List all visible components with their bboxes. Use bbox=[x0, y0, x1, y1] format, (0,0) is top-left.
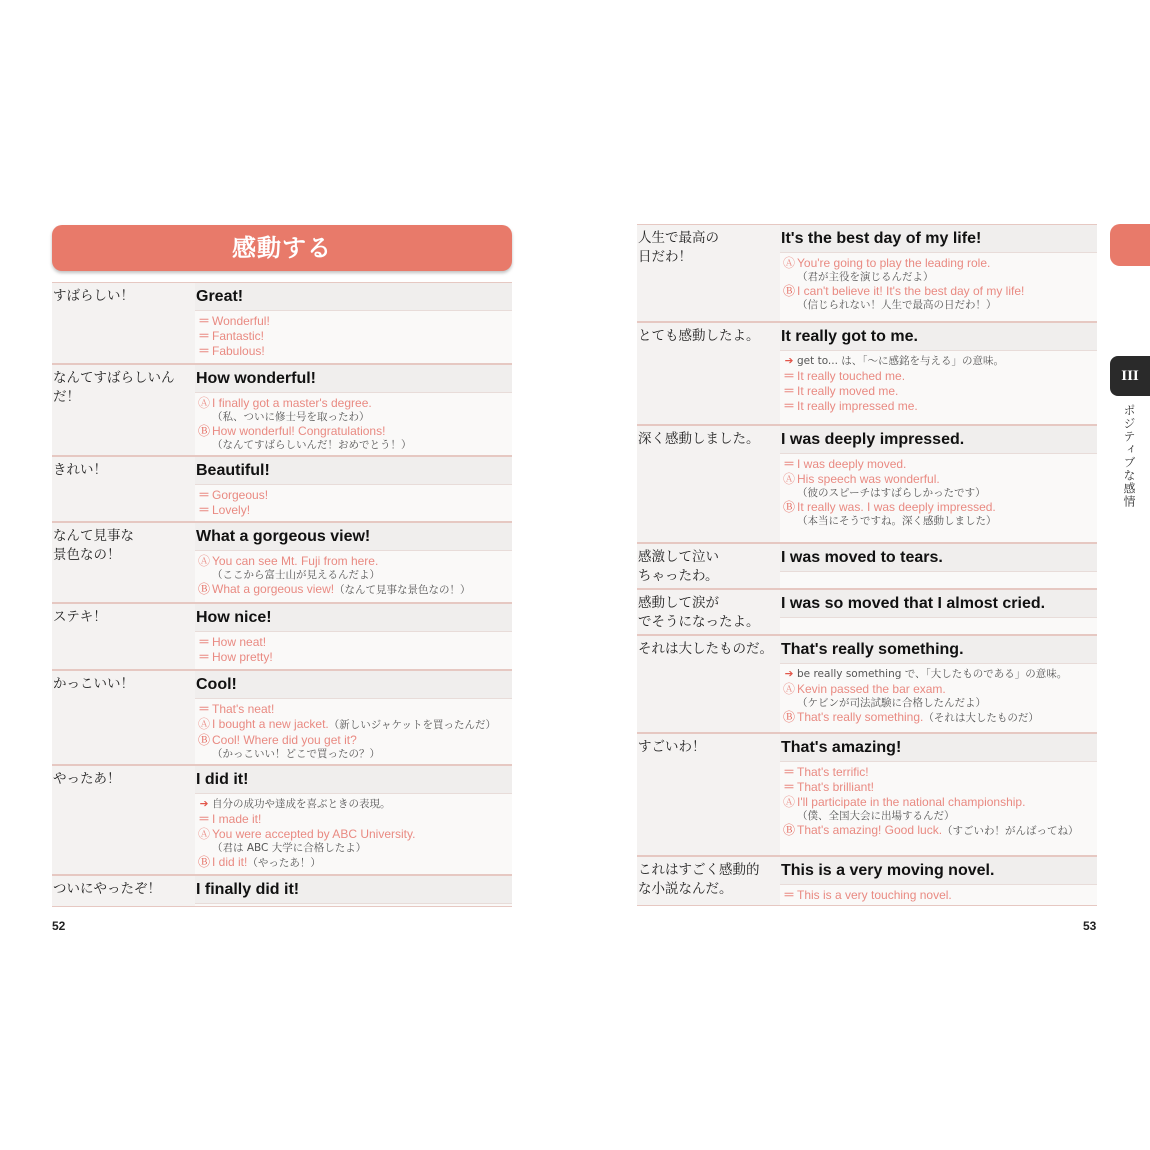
right-page bbox=[575, 0, 1150, 1150]
equals-icon: ＝ bbox=[197, 329, 210, 343]
japanese-phrase: 深く感動しました。 bbox=[638, 431, 760, 447]
example-text: I can't believe it! It's the best day of my life! bbox=[797, 284, 1025, 298]
example-line bbox=[781, 369, 1097, 384]
example-list bbox=[195, 904, 512, 907]
phrase-entry bbox=[637, 635, 1097, 733]
japanese-phrase: なんて見事な 景色なの！ bbox=[53, 528, 134, 563]
phrase-entry bbox=[637, 543, 1097, 589]
speaker-a-icon: Ⓐ bbox=[782, 472, 795, 486]
example-text: be really something で、「大したものである」の意味。 bbox=[797, 668, 1068, 680]
example-list bbox=[195, 311, 512, 359]
speaker-b-icon: Ⓑ bbox=[782, 823, 795, 837]
chapter-title: ポジティブな感情 bbox=[1122, 404, 1136, 508]
english-column bbox=[195, 604, 512, 669]
equals-icon: ＝ bbox=[197, 488, 210, 502]
phrase-entry bbox=[637, 856, 1097, 906]
japanese-phrase: かっこいい！ bbox=[53, 676, 134, 692]
example-line bbox=[196, 503, 512, 518]
japanese-phrase: 人生で最高の 日だわ！ bbox=[638, 230, 719, 265]
english-phrase: I was so moved that I almost cried. bbox=[780, 590, 1097, 618]
example-translation: （なんてすばらしいんだ！おめでとう！） bbox=[212, 439, 412, 451]
arrow-right-icon: ➔ bbox=[784, 668, 794, 680]
example-list bbox=[780, 762, 1097, 839]
example-line bbox=[781, 284, 1097, 299]
phrase-entry bbox=[52, 603, 512, 670]
english-phrase: That's really something. bbox=[780, 636, 1097, 664]
example-line bbox=[781, 500, 1097, 515]
equals-icon: ＝ bbox=[782, 765, 795, 779]
speaker-a-icon: Ⓐ bbox=[782, 256, 795, 270]
example-list bbox=[780, 351, 1097, 414]
speaker-a-icon: Ⓐ bbox=[782, 795, 795, 809]
example-text: You can see Mt. Fuji from here. bbox=[212, 554, 379, 568]
example-list bbox=[195, 699, 512, 761]
example-text: This is a very touching novel. bbox=[797, 888, 952, 902]
english-phrase: What a gorgeous view! bbox=[195, 523, 512, 551]
example-line bbox=[196, 424, 512, 439]
japanese-phrase: ついにやったぞ！ bbox=[53, 881, 161, 897]
example-text: Kevin passed the bar exam. bbox=[797, 682, 946, 696]
example-text: I was deeply moved. bbox=[797, 457, 907, 471]
example-text: That's terrific! bbox=[797, 765, 869, 779]
example-translation: （やったあ！） bbox=[247, 857, 321, 869]
english-column bbox=[780, 426, 1097, 542]
example-text: That's brilliant! bbox=[797, 780, 874, 794]
example-line bbox=[196, 488, 512, 503]
example-text: That's really something. bbox=[797, 710, 924, 724]
english-column bbox=[780, 323, 1097, 424]
example-list bbox=[195, 794, 512, 871]
phrase-entry bbox=[52, 522, 512, 603]
speaker-a-icon: Ⓐ bbox=[782, 682, 795, 696]
example-text: How neat! bbox=[212, 635, 267, 649]
equals-icon: ＝ bbox=[782, 457, 795, 471]
example-line bbox=[196, 635, 512, 650]
example-text: How wonderful! Congratulations! bbox=[212, 424, 386, 438]
english-column bbox=[780, 590, 1097, 634]
example-text: I bought a new jacket. bbox=[212, 717, 329, 731]
example-translation: （ケビンが司法試験に合格したんだよ） bbox=[797, 697, 986, 709]
speaker-a-icon: Ⓐ bbox=[197, 717, 210, 731]
example-text: Fantastic! bbox=[212, 329, 265, 343]
example-line bbox=[196, 650, 512, 665]
example-line bbox=[196, 812, 512, 827]
phrase-entry bbox=[637, 322, 1097, 425]
english-column bbox=[780, 734, 1097, 855]
japanese-phrase: ステキ！ bbox=[53, 609, 107, 625]
japanese-phrase: これはすごく感動的 な小説なんだ。 bbox=[638, 862, 760, 897]
speaker-b-icon: Ⓑ bbox=[197, 733, 210, 747]
phrase-entry bbox=[52, 765, 512, 875]
example-line bbox=[781, 710, 1097, 726]
example-text: I'll participate in the national championship. bbox=[797, 795, 1026, 809]
english-column bbox=[780, 636, 1097, 732]
japanese-phrase: なんてすばらしいん だ！ bbox=[53, 370, 175, 405]
example-line bbox=[781, 823, 1097, 839]
equals-icon: ＝ bbox=[782, 888, 795, 902]
example-translation: （君が主役を演じるんだよ） bbox=[797, 271, 934, 283]
arrow-right-icon: ➔ bbox=[199, 798, 209, 810]
example-list bbox=[780, 618, 1097, 621]
example-line bbox=[781, 682, 1097, 697]
equals-icon: ＝ bbox=[197, 650, 210, 664]
english-column bbox=[195, 457, 512, 521]
equals-icon: ＝ bbox=[782, 780, 795, 794]
example-list bbox=[780, 885, 1097, 903]
english-column bbox=[195, 876, 512, 906]
example-list bbox=[195, 551, 512, 598]
equals-icon: ＝ bbox=[782, 384, 795, 398]
example-line bbox=[196, 396, 512, 411]
example-text: I did it! bbox=[212, 855, 248, 869]
example-translation: （信じられない！人生で最高の日だわ！） bbox=[797, 299, 997, 311]
english-phrase: How nice! bbox=[195, 604, 512, 632]
example-translation: （かっこいい！どこで買ったの？） bbox=[212, 748, 380, 760]
page-number-right: 53 bbox=[1083, 919, 1097, 933]
english-column bbox=[195, 671, 512, 764]
english-column bbox=[780, 544, 1097, 588]
example-line bbox=[196, 733, 512, 748]
phrase-entry bbox=[52, 875, 512, 907]
section-title-banner: 感動する bbox=[52, 225, 512, 271]
phrase-entry bbox=[52, 364, 512, 456]
right-entry-table bbox=[637, 224, 1097, 906]
example-line bbox=[196, 717, 512, 733]
example-list bbox=[195, 632, 512, 665]
phrase-entry bbox=[637, 589, 1097, 635]
example-text: That's amazing! Good luck. bbox=[797, 823, 943, 837]
english-phrase: I finally did it! bbox=[195, 876, 512, 904]
example-translation: （すごいわ！がんばってね） bbox=[942, 825, 1079, 837]
example-translation: （それは大したものだ） bbox=[923, 712, 1039, 724]
japanese-phrase: やったあ！ bbox=[53, 771, 121, 787]
speaker-b-icon: Ⓑ bbox=[782, 500, 795, 514]
example-line bbox=[196, 797, 512, 812]
english-column bbox=[195, 766, 512, 874]
example-translation: （新しいジャケットを買ったんだ） bbox=[328, 719, 497, 731]
page-number-left: 52 bbox=[52, 919, 66, 933]
japanese-phrase: 感激して泣い ちゃったわ。 bbox=[638, 549, 719, 584]
english-column bbox=[780, 857, 1097, 905]
example-list bbox=[780, 253, 1097, 312]
example-text: What a gorgeous view! bbox=[212, 582, 335, 596]
example-list bbox=[780, 454, 1097, 528]
english-phrase: It really got to me. bbox=[780, 323, 1097, 351]
example-line bbox=[781, 354, 1097, 369]
example-line bbox=[196, 855, 512, 871]
example-text: Fabulous! bbox=[212, 344, 265, 358]
example-text: Gorgeous! bbox=[212, 488, 269, 502]
example-text: It really was. I was deeply impressed. bbox=[797, 500, 996, 514]
phrase-entry bbox=[637, 224, 1097, 322]
example-line bbox=[781, 472, 1097, 487]
section-color-tab bbox=[1110, 224, 1150, 266]
example-line bbox=[781, 399, 1097, 414]
japanese-phrase: とても感動したよ。 bbox=[638, 328, 760, 344]
japanese-phrase: すごいわ！ bbox=[638, 739, 706, 755]
equals-icon: ＝ bbox=[197, 344, 210, 358]
example-line bbox=[196, 582, 512, 598]
english-phrase: How wonderful! bbox=[195, 365, 512, 393]
example-text: You were accepted by ABC University. bbox=[212, 827, 416, 841]
speaker-a-icon: Ⓐ bbox=[197, 396, 210, 410]
example-text: I made it! bbox=[212, 812, 262, 826]
english-phrase: I did it! bbox=[195, 766, 512, 794]
speaker-b-icon: Ⓑ bbox=[197, 855, 210, 869]
english-phrase: I was moved to tears. bbox=[780, 544, 1097, 572]
example-translation: （私、ついに修士号を取ったわ） bbox=[212, 411, 370, 423]
example-line bbox=[781, 888, 1097, 903]
japanese-phrase: それは大したものだ。 bbox=[638, 641, 773, 657]
english-phrase: Cool! bbox=[195, 671, 512, 699]
example-text: Wonderful! bbox=[212, 314, 270, 328]
example-line bbox=[781, 457, 1097, 472]
example-text: It really impressed me. bbox=[797, 399, 918, 413]
speaker-b-icon: Ⓑ bbox=[197, 424, 210, 438]
english-phrase: Great! bbox=[195, 283, 512, 311]
arrow-right-icon: ➔ bbox=[784, 355, 794, 367]
speaker-a-icon: Ⓐ bbox=[197, 554, 210, 568]
example-line bbox=[781, 384, 1097, 399]
example-text: His speech was wonderful. bbox=[797, 472, 940, 486]
example-text: You're going to play the leading role. bbox=[797, 256, 991, 270]
speaker-b-icon: Ⓑ bbox=[782, 284, 795, 298]
english-phrase: Beautiful! bbox=[195, 457, 512, 485]
english-column bbox=[195, 523, 512, 602]
phrase-entry bbox=[52, 282, 512, 364]
example-line bbox=[781, 765, 1097, 780]
example-line bbox=[781, 256, 1097, 271]
example-list bbox=[195, 485, 512, 518]
english-phrase: That's amazing! bbox=[780, 734, 1097, 762]
example-translation: （僕、全国大会に出場するんだ） bbox=[797, 810, 955, 822]
example-translation: （ここから富士山が見えるんだよ） bbox=[212, 569, 380, 581]
example-list bbox=[780, 664, 1097, 726]
example-line bbox=[781, 667, 1097, 682]
example-list bbox=[195, 393, 512, 452]
equals-icon: ＝ bbox=[782, 399, 795, 413]
equals-icon: ＝ bbox=[197, 314, 210, 328]
example-text: 自分の成功や達成を喜ぶときの表現。 bbox=[212, 798, 391, 810]
phrase-entry bbox=[52, 456, 512, 522]
example-translation: （本当にそうですね。深く感動しました） bbox=[797, 515, 997, 527]
equals-icon: ＝ bbox=[782, 369, 795, 383]
example-line bbox=[196, 344, 512, 359]
english-column bbox=[195, 365, 512, 455]
example-translation: （彼のスピーチはすばらしかったです） bbox=[797, 487, 986, 499]
example-text: Cool! Where did you get it? bbox=[212, 733, 357, 747]
phrase-entry bbox=[52, 670, 512, 765]
example-text: How pretty! bbox=[212, 650, 273, 664]
example-line bbox=[781, 780, 1097, 795]
example-text: get to... は、「～に感銘を与える」の意味。 bbox=[797, 355, 1005, 367]
speaker-b-icon: Ⓑ bbox=[782, 710, 795, 724]
chapter-number-tab: III bbox=[1110, 356, 1150, 396]
example-text: That's neat! bbox=[212, 702, 275, 716]
phrase-entry bbox=[637, 733, 1097, 856]
speaker-b-icon: Ⓑ bbox=[197, 582, 210, 596]
equals-icon: ＝ bbox=[197, 812, 210, 826]
example-translation: （なんて見事な景色なの！） bbox=[334, 584, 471, 596]
example-list bbox=[780, 572, 1097, 575]
english-phrase: This is a very moving novel. bbox=[780, 857, 1097, 885]
example-line bbox=[196, 329, 512, 344]
english-phrase: It's the best day of my life! bbox=[780, 225, 1097, 253]
japanese-phrase: すばらしい！ bbox=[53, 288, 134, 304]
example-line bbox=[196, 702, 512, 717]
example-text: Lovely! bbox=[212, 503, 251, 517]
english-column bbox=[780, 225, 1097, 321]
english-phrase: I was deeply impressed. bbox=[780, 426, 1097, 454]
equals-icon: ＝ bbox=[197, 702, 210, 716]
english-column bbox=[195, 283, 512, 363]
example-text: It really touched me. bbox=[797, 369, 906, 383]
left-entry-table bbox=[52, 282, 512, 907]
example-line bbox=[196, 314, 512, 329]
example-line bbox=[781, 795, 1097, 810]
japanese-phrase: 感動して涙が でそうになったよ。 bbox=[638, 595, 760, 630]
example-text: It really moved me. bbox=[797, 384, 899, 398]
speaker-a-icon: Ⓐ bbox=[197, 827, 210, 841]
equals-icon: ＝ bbox=[197, 635, 210, 649]
example-line bbox=[196, 554, 512, 569]
example-translation: （君は ABC 大学に合格したよ） bbox=[212, 842, 367, 854]
phrase-entry bbox=[637, 425, 1097, 543]
equals-icon: ＝ bbox=[197, 503, 210, 517]
japanese-phrase: きれい！ bbox=[53, 462, 107, 478]
example-line bbox=[196, 827, 512, 842]
example-text: I finally got a master's degree. bbox=[212, 396, 372, 410]
